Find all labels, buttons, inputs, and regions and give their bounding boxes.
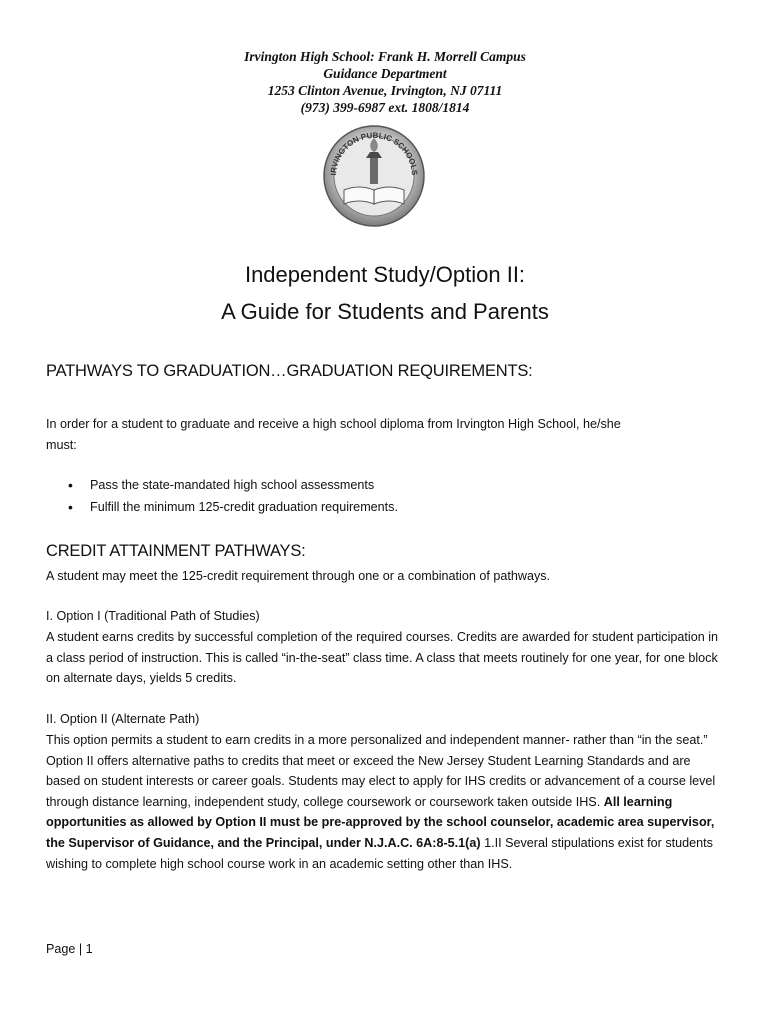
page-number: Page | 1 (46, 942, 93, 956)
intro-paragraph: In order for a student to graduate and receive a high school diploma from Irvington High School, he/she must: (46, 417, 621, 452)
svg-text:IRVINGTON PUBLIC SCHOOLS: IRVINGTON PUBLIC SCHOOLS (328, 130, 420, 176)
header-school-name: Irvington High School: Frank H. Morrell Campus (244, 49, 526, 64)
title-line-2: A Guide for Students and Parents (221, 299, 549, 324)
list-item: • Pass the state-mandated high school assessments (68, 475, 398, 497)
credit-pathways-heading: CREDIT ATTAINMENT PATHWAYS: (46, 542, 306, 560)
header-department: Guidance Department (323, 66, 447, 81)
credit-intro-paragraph: A student may meet the 125-credit requirement through one or a combination of pathways. (46, 569, 551, 583)
requirements-list (68, 475, 398, 518)
option-1-title: I. Option I (Traditional Path of Studies) (46, 609, 260, 623)
header-phone: (973) 399-6987 ext. 1808/1814 (300, 100, 470, 115)
option-2-body-text-end: 1.II Several stipulations exist for students wishing to complete high school course work in an academic setting other than IHS. (46, 835, 713, 871)
header-address: 1253 Clinton Avenue, Irvington, NJ 07111 (267, 83, 503, 98)
school-seal-logo (306, 124, 442, 228)
title-line-1: Independent Study/Option II: (244, 262, 526, 287)
option-2-body (46, 730, 726, 874)
option-2-body-text: This option permits a student to earn credits in a more personalized and independent manner- rather than “in the seat.” Option II offers alternative paths to credits that meet or exceed the New Jersey Student Learning Standards and are based on student interests or career goals. Students may elect to apply for IHS credits or advancement of a course level through distance learning, independent study, college coursework or coursework taken outside IHS. (46, 733, 716, 809)
document-title (0, 256, 770, 330)
option-2-title: II. Option II (Alternate Path) (46, 712, 200, 726)
option-2-approval-note: All learning opportunities as allowed by Option II must be pre-approved by the school counselor, academic area supervisor, the Supervisor of Guidance, and the Principal, under N.J.A.C. 6A:8-5.1(a) (46, 794, 715, 850)
school-header (0, 48, 770, 116)
pathways-heading: PATHWAYS TO GRADUATION…GRADUATION REQUIREMENTS: (46, 362, 533, 380)
list-item: • Fulfill the minimum 125-credit graduation requirements. (68, 497, 398, 519)
option-1-body: A student earns credits by successful completion of the required courses. Credits are awarded for student participation in a class period of instruction. This is called “in-the-seat” class time. A class that meets routinely for one year, for one block on alternate days, yields 5 credits. (46, 630, 719, 686)
